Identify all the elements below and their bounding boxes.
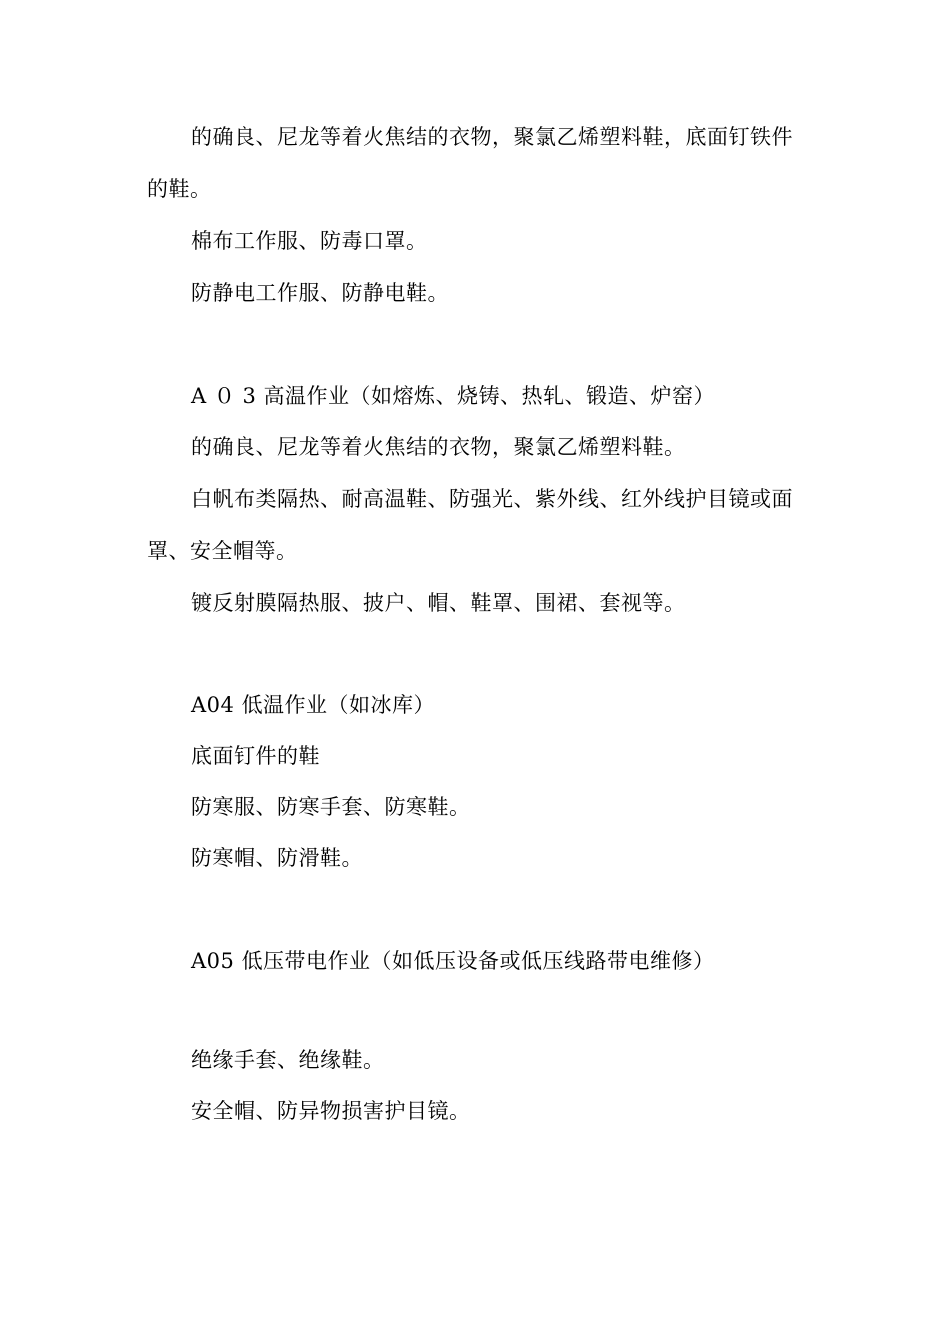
paragraph-a02-recommended: 防静电工作服、防静电鞋。 [191, 281, 449, 305]
paragraph-a03-recommended: 镀反射膜隔热服、披户、帽、鞋罩、围裙、套视等。 [191, 591, 686, 615]
paragraph-a05-required: 绝缘手套、绝缘鞋。 [191, 1048, 385, 1072]
section-heading-a04: A04 低温作业（如冰库） [191, 693, 436, 717]
paragraph-a02-prohibited: 的确良、尼龙等着火焦结的衣物，聚氯乙烯塑料鞋，底面钉铁件的鞋。 [147, 125, 793, 201]
paragraph-a04-recommended: 防寒帽、防滑鞋。 [191, 846, 363, 870]
paragraph-a02-required: 棉布工作服、防毒口罩。 [191, 229, 428, 253]
section-heading-a03: A ０ 3 高温作业（如熔炼、烧铸、热轧、锻造、炉窑） [191, 384, 716, 408]
paragraph-a04-required: 防寒服、防寒手套、防寒鞋。 [191, 795, 471, 819]
paragraph-a03-prohibited: 的确良、尼龙等着火焦结的衣物，聚氯乙烯塑料鞋。 [191, 435, 686, 459]
paragraph-a03-required: 白帆布类隔热、耐高温鞋、防强光、紫外线、红外线护目镜或面罩、安全帽等。 [147, 487, 793, 563]
paragraph-a04-prohibited: 底面钉件的鞋 [191, 744, 320, 768]
paragraph-a05-recommended: 安全帽、防异物损害护目镜。 [191, 1099, 471, 1123]
section-heading-a05: A05 低压带电作业（如低压设备或低压线路带电维修） [191, 949, 715, 973]
